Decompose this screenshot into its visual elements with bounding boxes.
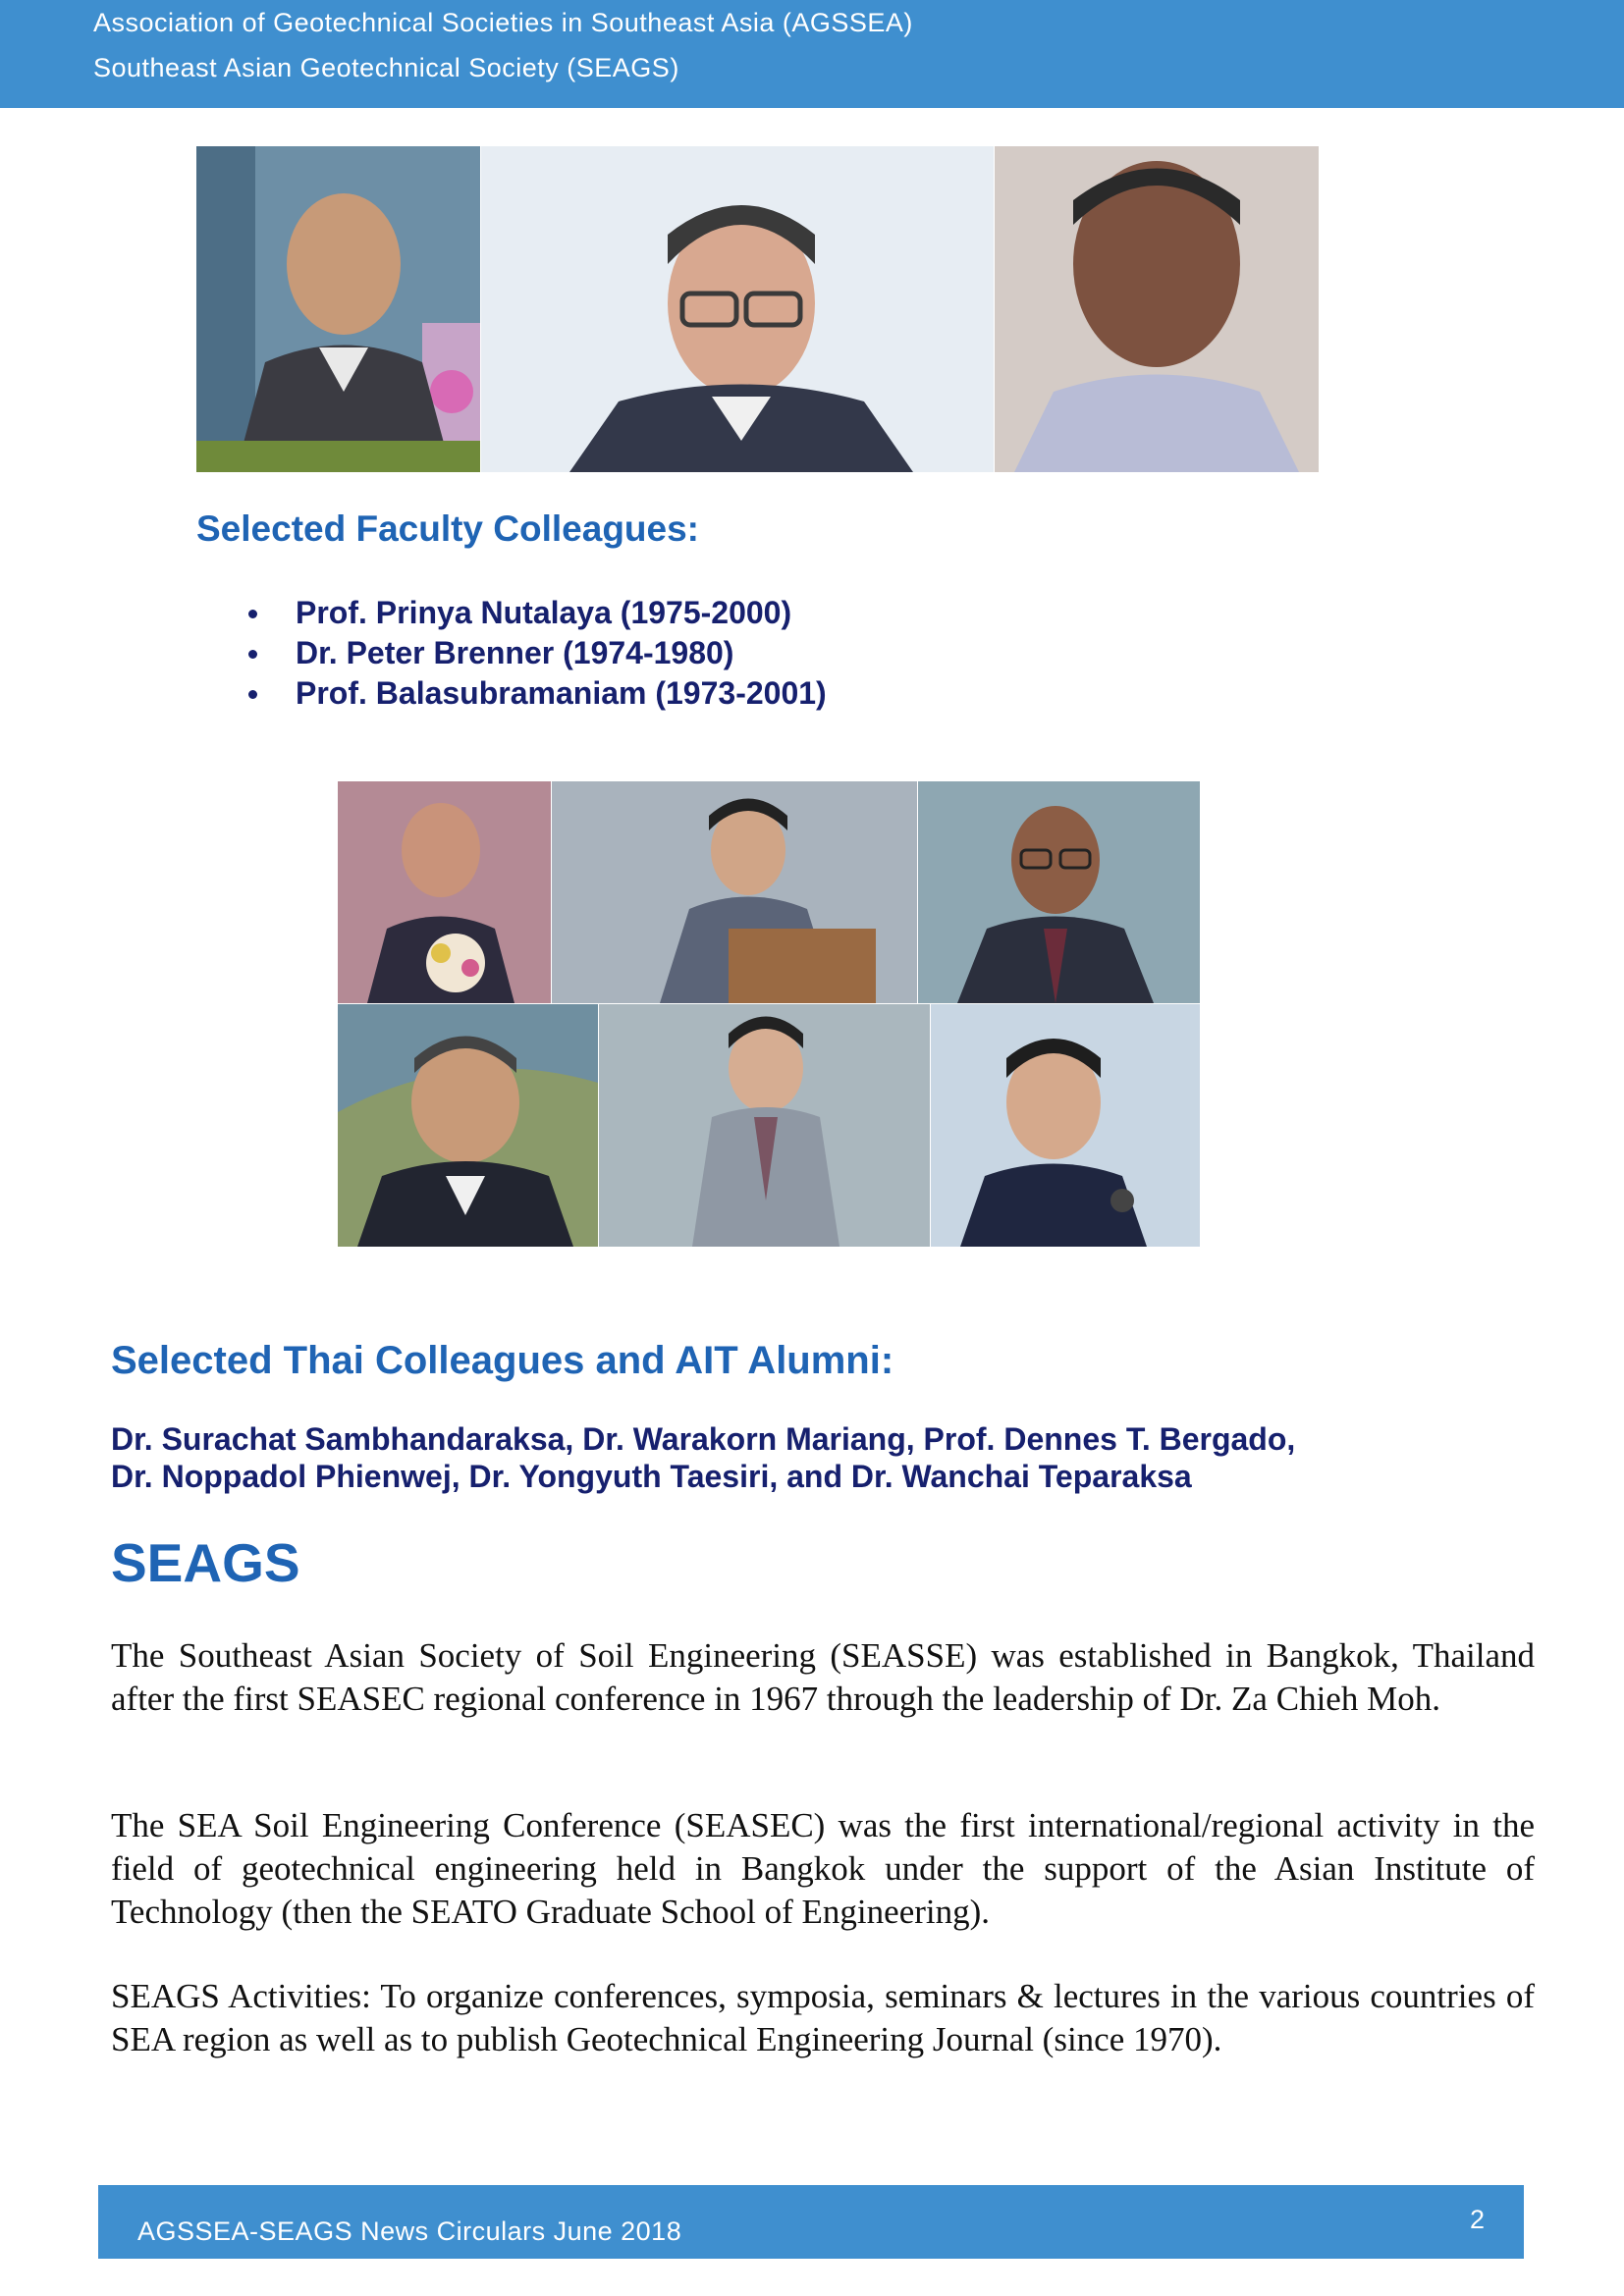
seags-paragraph-3: SEAGS Activities: To organize conferences, symposia, seminars & lectures in the various countries of SEA region as well as to publish Geotechnical Engineering Journal (since 1970).: [111, 1977, 1535, 2058]
footer-text: AGSSEA-SEAGS News Circulars June 2018: [137, 2216, 682, 2246]
header-line-2: Southeast Asian Geotechnical Society (SEAGS): [93, 53, 679, 82]
photo-colleague-1: [338, 781, 551, 1003]
page-footer: [98, 2185, 1524, 2259]
bullet-icon: [248, 650, 257, 659]
photo-colleague-3: [918, 781, 1200, 1003]
photo-faculty-3: [995, 146, 1319, 472]
faculty-heading: Selected Faculty Colleagues:: [196, 508, 700, 549]
photo-faculty-1: [196, 146, 480, 472]
photo-colleague-4: [338, 1004, 598, 1247]
list-item: Prof. Prinya Nutalaya (1975-2000): [241, 593, 827, 633]
photo-colleague-2: [552, 781, 917, 1003]
photo-faculty-2: [481, 146, 994, 472]
list-item: Prof. Balasubramaniam (1973-2001): [241, 673, 827, 714]
page-number: 2: [1469, 2205, 1485, 2234]
faculty-list: [241, 593, 827, 714]
seags-paragraph-2: The SEA Soil Engineering Conference (SEASEC) was the first international/regional activity in the field of geotechnical engineering held in Bangkok under the support of the Asian Institute of Technology (then the SEATO Graduate School of Engineering).: [111, 1806, 1535, 1931]
bullet-icon: [248, 690, 257, 699]
thai-heading: Selected Thai Colleagues and AIT Alumni:: [111, 1339, 894, 1382]
seags-paragraph-1: The Southeast Asian Society of Soil Engineering (SEASSE) was established in Bangkok, Thailand after the first SEASEC regional conference in 1967 through the leadership of Dr. Za Chieh Moh.: [111, 1636, 1535, 1718]
list-item: Dr. Peter Brenner (1974-1980): [241, 633, 827, 673]
bullet-icon: [248, 610, 257, 618]
thai-colleagues-text: Dr. Surachat Sambhandaraksa, Dr. Warakorn Mariang, Prof. Dennes T. Bergado, Dr. Noppadol Phienwej, Dr. Yongyuth Taesiri, and Dr. Wanchai Teparaksa: [111, 1421, 1296, 1494]
seags-heading: SEAGS: [111, 1532, 300, 1593]
photo-colleague-5: [599, 1004, 930, 1247]
page-header: [0, 0, 1624, 108]
header-line-1: Association of Geotechnical Societies in Southeast Asia (AGSSEA): [93, 8, 913, 37]
photo-colleague-6: [931, 1004, 1200, 1247]
